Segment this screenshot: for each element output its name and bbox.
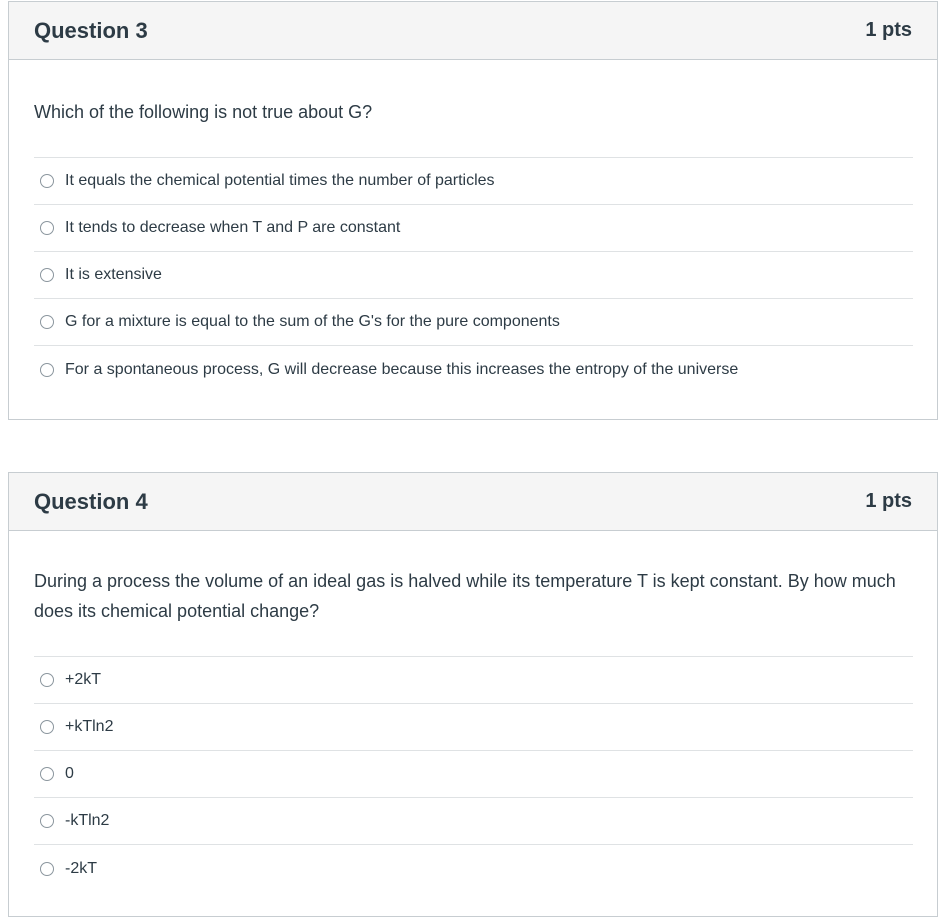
answer-option[interactable] bbox=[34, 845, 913, 892]
question-4-card bbox=[8, 472, 938, 917]
answer-label[interactable]: It is extensive bbox=[65, 266, 162, 283]
question-header bbox=[9, 2, 937, 60]
answer-label[interactable]: -kTln2 bbox=[65, 812, 110, 829]
question-header bbox=[9, 473, 937, 531]
radio-button[interactable] bbox=[40, 767, 54, 781]
answer-option[interactable] bbox=[34, 252, 913, 299]
radio-button[interactable] bbox=[40, 221, 54, 235]
answer-label[interactable]: For a spontaneous process, G will decrease because this increases the entropy of the universe bbox=[65, 360, 739, 378]
question-text: During a process the volume of an ideal gas is halved while its temperature T is kept constant. By how much does its chemical potential change? bbox=[34, 571, 896, 621]
radio-button[interactable] bbox=[40, 315, 54, 329]
question-title: Question 3 bbox=[34, 17, 148, 43]
answer-option[interactable] bbox=[34, 704, 913, 751]
radio-button[interactable] bbox=[40, 174, 54, 188]
answer-option[interactable] bbox=[34, 299, 913, 346]
answer-label[interactable]: +2kT bbox=[65, 671, 102, 688]
answer-option[interactable] bbox=[34, 346, 913, 393]
radio-button[interactable] bbox=[40, 363, 54, 377]
question-points: 1 pts bbox=[865, 19, 912, 41]
answer-option[interactable] bbox=[34, 158, 913, 205]
answer-option[interactable] bbox=[34, 657, 913, 704]
radio-button[interactable] bbox=[40, 268, 54, 282]
radio-button[interactable] bbox=[40, 720, 54, 734]
answer-list bbox=[34, 656, 913, 892]
answer-label[interactable]: -2kT bbox=[65, 859, 97, 877]
answer-label[interactable]: It tends to decrease when T and P are constant bbox=[65, 219, 401, 236]
radio-button[interactable] bbox=[40, 862, 54, 876]
radio-button[interactable] bbox=[40, 673, 54, 687]
answer-option[interactable] bbox=[34, 751, 913, 798]
answer-list bbox=[34, 157, 913, 393]
question-body bbox=[9, 566, 937, 892]
answer-label[interactable]: G for a mixture is equal to the sum of the G's for the pure components bbox=[65, 313, 560, 330]
answer-option[interactable] bbox=[34, 798, 913, 845]
radio-button[interactable] bbox=[40, 814, 54, 828]
question-title: Question 4 bbox=[34, 488, 148, 514]
answer-label[interactable]: It equals the chemical potential times the number of particles bbox=[65, 172, 495, 189]
answer-label[interactable]: 0 bbox=[65, 765, 74, 782]
question-3-card bbox=[8, 1, 938, 420]
question-text: Which of the following is not true about G? bbox=[34, 102, 373, 122]
question-body bbox=[9, 97, 937, 393]
answer-option[interactable] bbox=[34, 205, 913, 252]
question-points: 1 pts bbox=[865, 490, 912, 512]
answer-label[interactable]: +kTln2 bbox=[65, 718, 114, 735]
